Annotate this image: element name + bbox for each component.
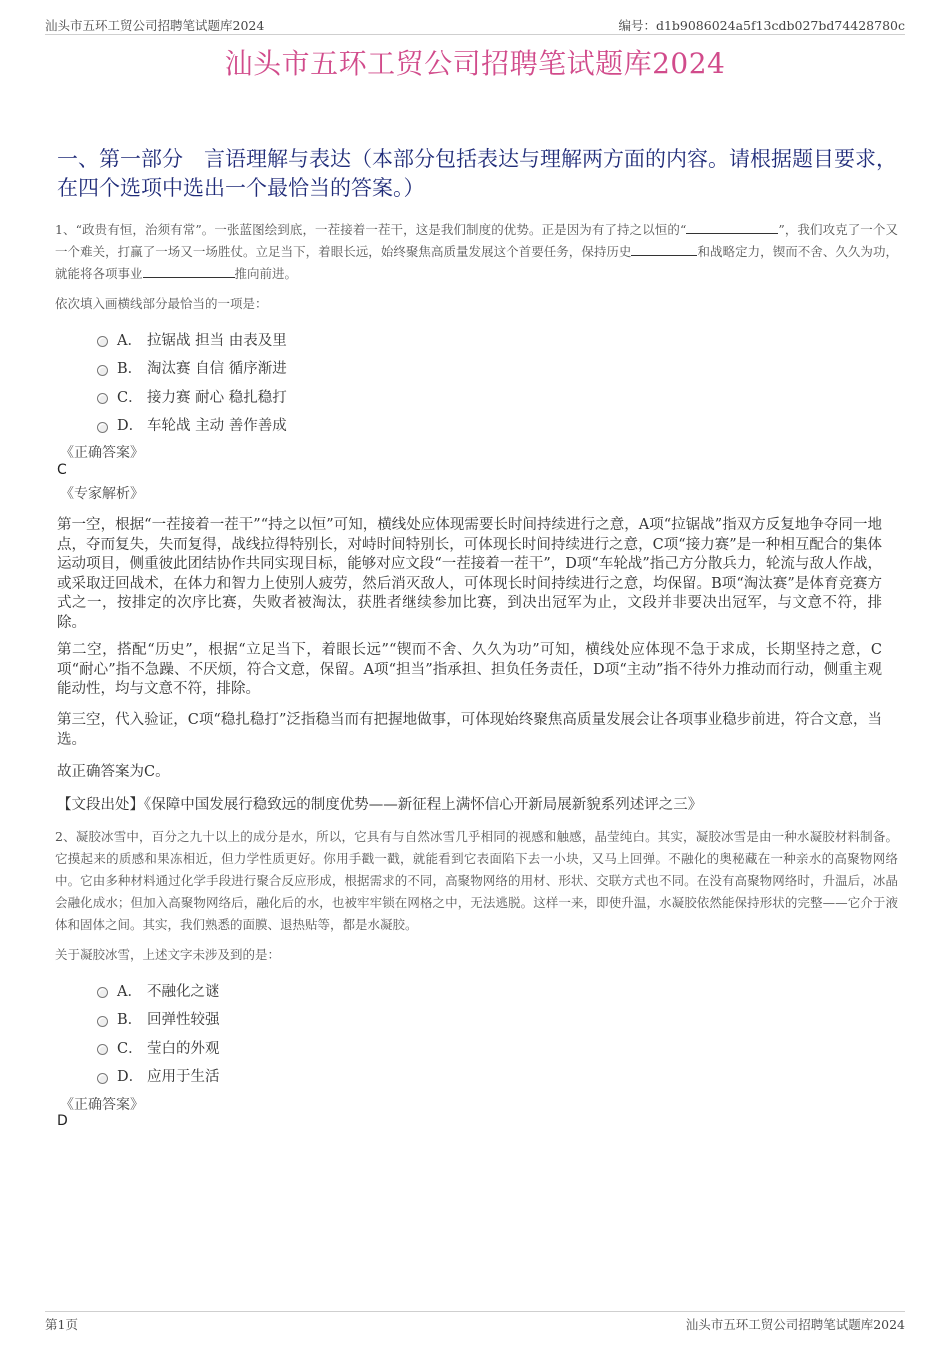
question-1-text [55, 219, 898, 285]
q1-analysis-para-3: 第三空，代入验证，C项“稳扎稳打”泛指稳当而有把握地做事，可体现始终聚焦高质量发展会让各项事业稳步前进，符合文意，当选。 [57, 712, 882, 748]
header-doc-id: 编号：d1b9086024a5f13cdb027bd74428780c [618, 18, 905, 33]
radio-icon[interactable] [97, 1073, 108, 1084]
page-number: 第1页 [45, 1317, 78, 1332]
page-footer [45, 1311, 905, 1332]
section-heading: 一、第一部分 言语理解与表达（本部分包括表达与理解两方面的内容。请根据题目要求，在四个选项中选出一个最恰当的答案。） [57, 147, 897, 200]
q1-text-part-2: ”，我们攻克了一个又一个难关，打赢了一场又一场胜仗。立足当下，着眼长远，始终聚焦高质量发展这个首要任务，保持历史 [55, 222, 898, 259]
q1-source: 【文段出处】《保障中国发展行稳致远的制度优势——新征程上满怀信心开新局展新貌系列述评之三》 [57, 797, 703, 813]
q2-option-c[interactable]: C． 莹白的外观 [97, 1033, 220, 1062]
radio-icon[interactable] [97, 1016, 108, 1027]
q1-analysis-para-1: 第一空，根据“一茬接着一茬干”“持之以恒”可知，横线处应体现需要长时间持续进行之意，A项“拉锯战”指双方反复地争夺同一地点，夺而复失，失而复得，战线拉得特别长，对峙时间特别长，可体现长时间持续进行之意，C项“接力赛”是一种相互配合的集体运动项目，侧重彼此团结协作共同实现目标，能够对应文段“一茬接着一茬干”，D项“车轮战”指己方分散兵力，轮流与敌人作战，或采取迂回战术，在体力和智力上使别人疲劳，然后消灭敌人，可体现长时间持续进行之意，均保留。B项“淘汰赛”是体育竞赛方式之一，按排定的次序比赛，失败者被淘汰，获胜者继续参加比赛，到决出冠军为止，文段并非要决出冠军，与文意不符，排除。 [57, 517, 882, 631]
footer-doc-title: 汕头市五环工贸公司招聘笔试题库2024 [685, 1317, 905, 1332]
q2-option-a[interactable]: A． 不融化之谜 [97, 976, 220, 1005]
q1-option-a[interactable]: A． 拉锯战 担当 由表及里 [97, 325, 287, 354]
q2-options [97, 976, 220, 1090]
q2-answer-label: 《正确答案》 [60, 1097, 144, 1113]
question-2-text: 2、凝胶冰雪中，百分之九十以上的成分是水，所以，它具有与自然冰雪几乎相同的视感和触感，晶莹纯白。其实，凝胶冰雪是由一种水凝胶材料制备。它摸起来的质感和果冻相近，但力学性质更好。你用手戳一戳，就能看到它表面陷下去一小块，又马上回弹。不融化的奥秘藏在一种亲水的高聚物网络中。它由多种材料通过化学手段进行聚合反应形成，根据需求的不同，高聚物网络的用材、形状、交联方式也不同。在没有高聚物网络时，升温后，冰晶会融化成水；但加入高聚物网络后，融化后的水，也被牢牢锁在网格之中，无法逃脱。这样一来，即使升温，水凝胶依然能保持形状的完整——它介于液体和固体之间。其实，我们熟悉的面膜、退热贴等，都是水凝胶。 [55, 829, 898, 932]
q1-option-c[interactable]: C． 接力赛 耐心 稳扎稳打 [97, 382, 287, 411]
q1-conclusion: 故正确答案为C。 [57, 764, 170, 780]
q1-text-part-4: 推向前进。 [234, 266, 298, 281]
q1-answer: C [57, 462, 67, 478]
q2-prompt: 关于凝胶冰雪，上述文字未涉及到的是： [55, 947, 281, 962]
radio-icon[interactable] [97, 1044, 108, 1055]
q1-analysis-label: 《专家解析》 [60, 486, 144, 502]
radio-icon[interactable] [97, 365, 108, 376]
q1-options [97, 325, 287, 439]
page-header [45, 14, 905, 35]
q1-blank-1 [686, 219, 778, 234]
page-title: 汕头市五环工贸公司招聘笔试题库2024 [224, 47, 726, 80]
q1-analysis-para-2: 第二空，搭配“历史”，根据“立足当下，着眼长远”“锲而不舍、久久为功”可知，横线处应体现不急于求成，长期坚持之意，C项“耐心”指不急躁、不厌烦，符合文意，保留。A项“担当”指承担、担负任务责任，D项“主动”指不待外力推动而行动，侧重主观能动性，均与文意不符，排除。 [57, 642, 882, 697]
q1-text-part-1: 1、“政贵有恒，治须有常”。一张蓝图绘到底，一茬接着一茬干，这是我们制度的优势。正是因为有了持之以恒的“ [55, 222, 687, 237]
q1-option-b[interactable]: B． 淘汰赛 自信 循序渐进 [97, 354, 287, 383]
q1-blank-3 [143, 263, 235, 278]
q2-option-d[interactable]: D． 应用于生活 [97, 1062, 220, 1091]
q1-prompt: 依次填入画横线部分最恰当的一项是： [55, 296, 268, 311]
radio-icon[interactable] [97, 393, 108, 404]
q1-option-d[interactable]: D． 车轮战 主动 善作善成 [97, 411, 287, 440]
q2-option-b[interactable]: B． 回弹性较强 [97, 1005, 220, 1034]
q1-text-part-3: 和战略定力，锲而不舍、久久为功，就能将各项事业 [55, 244, 898, 281]
radio-icon[interactable] [97, 987, 108, 998]
q2-answer: D [57, 1113, 68, 1129]
q1-answer-label: 《正确答案》 [60, 445, 144, 461]
radio-icon[interactable] [97, 422, 108, 433]
q1-blank-2 [631, 241, 697, 256]
header-doc-title: 汕头市五环工贸公司招聘笔试题库2024 [45, 18, 265, 33]
radio-icon[interactable] [97, 336, 108, 347]
